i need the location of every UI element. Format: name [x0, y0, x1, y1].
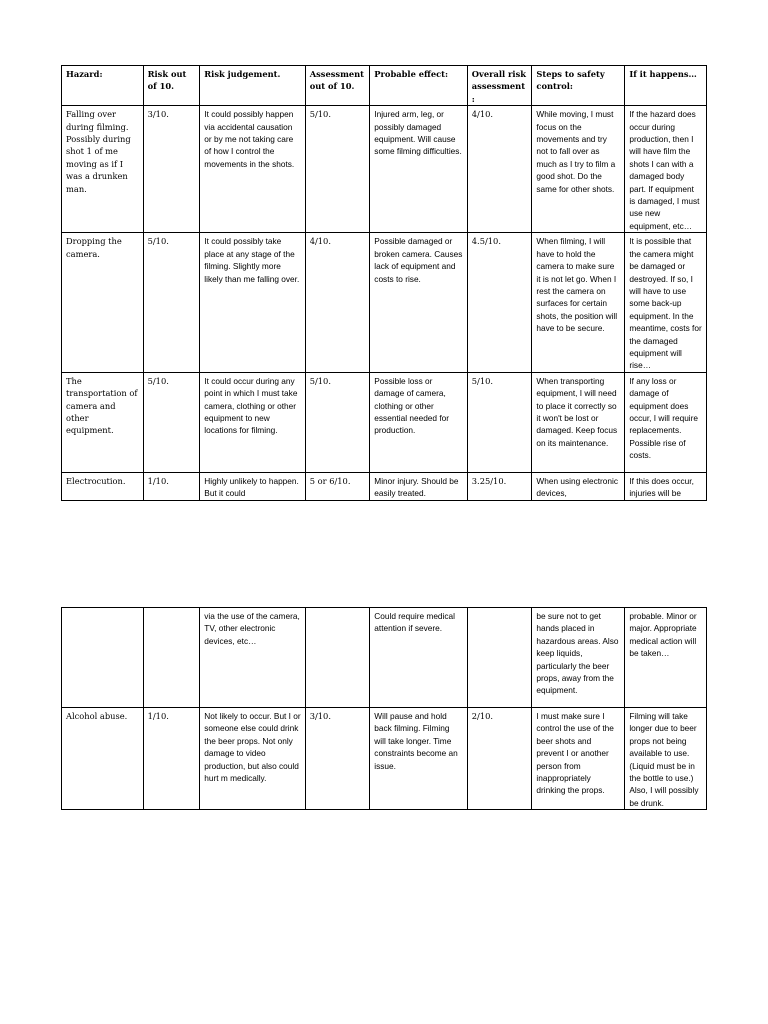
table-row [62, 708, 707, 810]
cell-risk: 5/10. [143, 233, 200, 372]
cell-overall: 2/10. [467, 708, 532, 810]
risk-assessment-table-page-1 [61, 65, 707, 501]
cell-effect: Possible damaged or broken camera. Causes lack of equipment and costs to rise. [370, 233, 467, 372]
cell-assessment: 3/10. [305, 708, 370, 810]
cell-if-happens: It is possible that the camera might be damaged or destroyed. If so, I will have to use some back-up equipment. In the meantime, costs for the damaged equipment will rise… [625, 233, 707, 372]
header-safety-steps: Steps to safety control: [532, 66, 625, 106]
cell-steps: When filming, I will have to hold the camera to make sure it is not let go. When I rest the camera on surfaces for certain shots, the position will have to be secure. [532, 233, 625, 372]
cell-if-happens: probable. Minor or major. Appropriate medical action will be taken… [625, 608, 707, 708]
risk-assessment-table-page-2 [61, 607, 707, 810]
cell-steps: While moving, I must focus on the movements and try not to fall over as much as I try to film a good shot. Do the same for other shots. [532, 106, 625, 233]
cell-overall [467, 608, 532, 708]
table-header-row [62, 66, 707, 106]
cell-overall: 5/10. [467, 372, 532, 472]
cell-if-happens: If any loss or damage of equipment does occur, I will require replacements. Possible rise of costs. [625, 372, 707, 472]
cell-risk: 5/10. [143, 372, 200, 472]
cell-assessment: 5/10. [305, 106, 370, 233]
cell-hazard: Electrocution. [62, 472, 144, 500]
header-assessment: Assessment out of 10. [305, 66, 370, 106]
header-if-it-happens: If it happens… [625, 66, 707, 106]
cell-if-happens: If the hazard does occur during production, then I will have film the shots I can with a damaged body part. If equipment is damaged, I must use new equipment, etc… [625, 106, 707, 233]
cell-judgement: Highly unlikely to happen. But it could [200, 472, 305, 500]
cell-judgement: It could possibly happen via accidental causation or by me not taking care of how I control the movements in the shots. [200, 106, 305, 233]
table-row [62, 372, 707, 472]
cell-steps: be sure not to get hands placed in hazardous areas. Also keep liquids, particularly the beer props, away from the equipment. [532, 608, 625, 708]
table-row [62, 608, 707, 708]
cell-judgement: via the use of the camera, TV, other electronic devices, etc… [200, 608, 305, 708]
cell-effect: Injured arm, leg, or possibly damaged equipment. Will cause some filming difficulties. [370, 106, 467, 233]
cell-risk: 3/10. [143, 106, 200, 233]
cell-risk: 1/10. [143, 472, 200, 500]
header-risk: Risk out of 10. [143, 66, 200, 106]
cell-hazard [62, 608, 144, 708]
cell-hazard: Falling over during filming. Possibly during shot 1 of me moving as if I was a drunken man. [62, 106, 144, 233]
cell-assessment: 4/10. [305, 233, 370, 372]
cell-hazard: Alcohol abuse. [62, 708, 144, 810]
cell-effect: Possible loss or damage of camera, clothing or other essential needed for production. [370, 372, 467, 472]
table-row [62, 106, 707, 233]
cell-steps: When using electronic devices, [532, 472, 625, 500]
table-row [62, 472, 707, 500]
cell-judgement: It could occur during any point in which I must take camera, clothing or other equipment to new locations for filming. [200, 372, 305, 472]
cell-assessment: 5 or 6/10. [305, 472, 370, 500]
cell-risk [143, 608, 200, 708]
cell-steps: When transporting equipment, I will need to place it correctly so it won't be lost or damaged. Keep focus on its maintenance. [532, 372, 625, 472]
header-overall-risk: Overall risk assessment: [467, 66, 532, 106]
cell-overall: 3.25/10. [467, 472, 532, 500]
header-probable-effect: Probable effect: [370, 66, 467, 106]
cell-steps: I must make sure I control the use of the beer shots and prevent I or another person from inappropriately drinking the props. [532, 708, 625, 810]
cell-risk: 1/10. [143, 708, 200, 810]
cell-assessment [305, 608, 370, 708]
table-row [62, 233, 707, 372]
cell-overall: 4.5/10. [467, 233, 532, 372]
cell-effect: Could require medical attention if severe. [370, 608, 467, 708]
cell-hazard: The transportation of camera and other equipment. [62, 372, 144, 472]
cell-effect: Will pause and hold back filming. Filming will take longer. Time constraints become an issue. [370, 708, 467, 810]
cell-overall: 4/10. [467, 106, 532, 233]
cell-judgement: Not likely to occur. But I or someone else could drink the beer props. Not only damage to video production, but also could hurt m medically. [200, 708, 305, 810]
cell-hazard: Dropping the camera. [62, 233, 144, 372]
cell-judgement: It could possibly take place at any stage of the filming. Slightly more likely than me falling over. [200, 233, 305, 372]
cell-if-happens: If this does occur, injuries will be [625, 472, 707, 500]
cell-assessment: 5/10. [305, 372, 370, 472]
cell-if-happens: Filming will take longer due to beer props not being available to use. (Liquid must be in the bottle to use.) Also, I will possibly be drunk. [625, 708, 707, 810]
header-risk-judgement: Risk judgement. [200, 66, 305, 106]
cell-effect: Minor injury. Should be easily treated. [370, 472, 467, 500]
header-hazard: Hazard: [62, 66, 144, 106]
